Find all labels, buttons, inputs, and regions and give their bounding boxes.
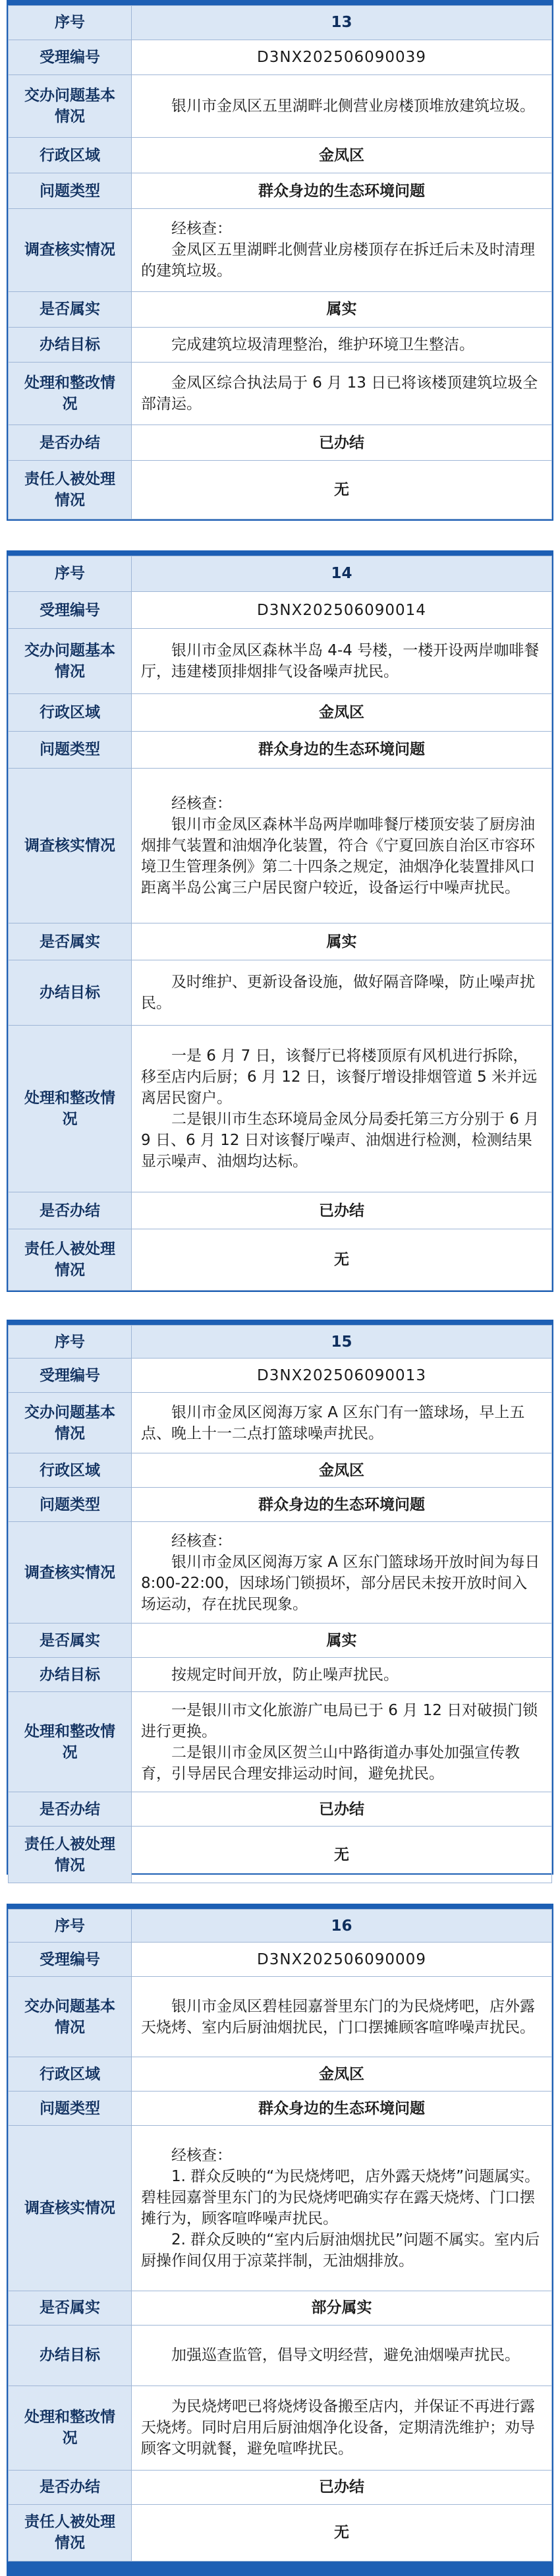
check-line: 经核查： [171,220,232,238]
done-label: 是否办结 [9,1792,132,1827]
check-line: 经核查： [171,794,232,812]
row-goal [9,1658,552,1692]
handle-value [132,2386,552,2470]
row-check [9,2126,552,2291]
type-value: 群众身边的生态环境问题 [132,1488,552,1522]
id-value: D3NX202506090014 [132,591,552,628]
check-line: 金凤区五里湖畔北侧营业房楼顶存在拆迁后未及时清理的建筑垃圾。 [141,241,535,280]
row-id [9,1359,552,1393]
check-line: 银川市金凤区阅海万家 A 区东门篮球场开放时间为每日 8:00-22:00，因球场门锁损坏，部分居民未按开放时间入场运动，存在扰民现象。 [141,1553,540,1613]
goal-label: 办结目标 [9,2325,132,2386]
goal-label: 办结目标 [9,960,132,1026]
type-label: 问题类型 [9,173,132,209]
seq-value: 13 [132,6,552,40]
row-done [9,1792,552,1827]
check-value [132,1522,552,1624]
seq-label: 序号 [9,6,132,40]
check-line: 1. 群众反映的“为民烧烤吧，店外露天烧烤”问题属实。碧桂园嘉誉里东门的为民烧烤吧确实存在露天烧烤、门口摆摊行为，顾客喧哗噪声扰民。 [141,2167,540,2227]
check-value [132,208,552,291]
record-card-16 [7,1904,553,2563]
row-area [9,1453,552,1488]
row-truth [9,291,552,327]
issue-text: 银川市金凤区森林半岛 4-4 号楼，一楼开设两岸咖啡餐厅，违建楼顶排烟排气设备噪声扰民。 [141,642,540,681]
truth-value: 属实 [132,923,552,960]
record-card-15 [7,1320,553,1875]
row-truth [9,1624,552,1658]
goal-label: 办结目标 [9,1658,132,1692]
record-table [8,1325,552,1883]
check-line: 2. 群众反映的“室内后厨油烟扰民”问题不属实。室内后厨操作间仅用于凉菜拌制，无油烟排放。 [141,2231,540,2269]
seq-value: 15 [132,1326,552,1359]
row-seq [9,556,552,592]
handle-value [132,1026,552,1192]
goal-text: 按规定时间开放，防止噪声扰民。 [171,1666,399,1683]
row-handle [9,363,552,425]
id-label: 受理编号 [9,1943,132,1977]
row-done [9,1192,552,1229]
seq-value: 14 [132,556,552,592]
handle-line: 金凤区综合执法局于 6 月 13 日已将该楼顶建筑垃圾全部清运。 [141,374,538,413]
resp-value: 无 [132,2504,552,2561]
done-value: 已办结 [132,1192,552,1229]
area-label: 行政区域 [9,2057,132,2092]
issue-label: 交办问题基本情况 [9,1393,132,1453]
truth-label: 是否属实 [9,291,132,327]
done-value: 已办结 [132,2470,552,2504]
issue-text: 银川市金凤区阅海万家 A 区东门有一篮球场，早上五点、晚上十一二点打篮球噪声扰民。 [141,1403,525,1442]
row-resp [9,1229,552,1291]
goal-text: 加强巡查监管，倡导文明经营，避免油烟噪声扰民。 [171,2347,520,2364]
row-resp [9,2504,552,2561]
row-handle [9,1026,552,1192]
check-label: 调查核实情况 [9,1522,132,1624]
id-label: 受理编号 [9,40,132,75]
handle-label: 处理和整改情况 [9,2386,132,2470]
next-card-edge [7,2563,553,2576]
goal-value [132,2325,552,2386]
row-done [9,425,552,461]
row-goal [9,2325,552,2386]
row-seq [9,1326,552,1359]
handle-line: 二是银川市生态环境局金凤分局委托第三方分别于 6 月 9 日、6 月 12 日对该餐厅噪声、油烟进行检测，检测结果显示噪声、油烟均达标。 [141,1111,540,1171]
seq-label: 序号 [9,556,132,592]
row-issue [9,75,552,138]
check-value [132,768,552,923]
check-label: 调查核实情况 [9,208,132,291]
row-area [9,694,552,731]
row-done [9,2470,552,2504]
resp-label: 责任人被处理情况 [9,1229,132,1291]
area-value: 金凤区 [132,694,552,731]
row-resp [9,1827,552,1883]
seq-label: 序号 [9,1910,132,1943]
goal-text: 及时维护、更新设备设施，做好隔音降噪，防止噪声扰民。 [141,974,535,1012]
type-value: 群众身边的生态环境问题 [132,731,552,768]
type-label: 问题类型 [9,731,132,768]
resp-label: 责任人被处理情况 [9,461,132,519]
check-label: 调查核实情况 [9,2126,132,2291]
seq-value: 16 [132,1910,552,1943]
row-seq [9,6,552,40]
done-value: 已办结 [132,425,552,461]
row-issue [9,629,552,694]
seq-label: 序号 [9,1326,132,1359]
resp-label: 责任人被处理情况 [9,2504,132,2561]
record-table [8,556,552,1291]
area-value: 金凤区 [132,1453,552,1488]
handle-line: 二是银川市金凤区贺兰山中路街道办事处加强宣传教育，引导居民合理安排运动时间，避免扰民。 [141,1743,520,1782]
issue-value [132,1393,552,1453]
goal-value [132,327,552,363]
row-area [9,2057,552,2092]
row-resp [9,461,552,519]
area-label: 行政区域 [9,694,132,731]
handle-label: 处理和整改情况 [9,1692,132,1792]
resp-value: 无 [132,1229,552,1291]
area-value: 金凤区 [132,2057,552,2092]
issue-value [132,75,552,138]
type-value: 群众身边的生态环境问题 [132,2092,552,2126]
row-area [9,138,552,173]
issue-value [132,1977,552,2057]
check-line: 银川市金凤区森林半岛两岸咖啡餐厅楼顶安装了厨房油烟排气装置和油烟净化装置，符合《宁夏回族自治区市容环境卫生管理条例》第二十四条之规定，油烟净化装置排风口距离半岛公寓三户居民窗户较近，设备运行中噪声扰民。 [141,815,535,896]
row-id [9,1943,552,1977]
truth-label: 是否属实 [9,2291,132,2325]
area-label: 行政区域 [9,138,132,173]
row-seq [9,1910,552,1943]
issue-value [132,629,552,694]
handle-line: 为民烧烤吧已将烧烤设备搬至店内，并保证不再进行露天烧烤。同时启用后厨油烟净化设备，定期清洗维护；劝导顾客文明就餐，避免喧哗扰民。 [141,2398,535,2458]
area-value: 金凤区 [132,138,552,173]
truth-label: 是否属实 [9,1624,132,1658]
row-issue [9,1393,552,1453]
record-table [8,5,552,519]
row-type [9,173,552,209]
row-type [9,2092,552,2126]
goal-text: 完成建筑垃圾清理整治，维护环境卫生整洁。 [171,336,474,353]
row-goal [9,327,552,363]
row-handle [9,2386,552,2470]
row-id [9,40,552,75]
row-truth [9,923,552,960]
goal-value [132,1658,552,1692]
row-goal [9,960,552,1026]
row-truth [9,2291,552,2325]
id-value: D3NX202506090009 [132,1943,552,1977]
done-label: 是否办结 [9,1192,132,1229]
row-check [9,768,552,923]
goal-value [132,960,552,1026]
check-label: 调查核实情况 [9,768,132,923]
issue-text: 银川市金凤区碧桂园嘉誉里东门的为民烧烤吧，店外露天烧烤、室内后厨油烟扰民，门口摆摊顾客喧哗噪声扰民。 [141,1997,535,2036]
area-label: 行政区域 [9,1453,132,1488]
resp-value: 无 [132,1827,552,1883]
done-label: 是否办结 [9,425,132,461]
issue-label: 交办问题基本情况 [9,629,132,694]
row-id [9,591,552,628]
row-type [9,731,552,768]
truth-value: 属实 [132,291,552,327]
handle-line: 一是 6 月 7 日，该餐厅已将楼顶原有风机进行拆除，移至店内后厨；6 月 12 日，该餐厅增设排烟管道 5 米并远离居民窗户。 [141,1047,538,1107]
issue-label: 交办问题基本情况 [9,1977,132,2057]
handle-line: 一是银川市文化旅游广电局已于 6 月 12 日对破损门锁进行更换。 [141,1701,538,1740]
type-label: 问题类型 [9,1488,132,1522]
record-card-13 [7,0,553,521]
row-handle [9,1692,552,1792]
handle-label: 处理和整改情况 [9,1026,132,1192]
truth-value: 部分属实 [132,2291,552,2325]
row-check [9,1522,552,1624]
check-value [132,2126,552,2291]
check-line: 经核查： [171,1532,232,1550]
record-card-14 [7,550,553,1292]
resp-label: 责任人被处理情况 [9,1827,132,1883]
goal-label: 办结目标 [9,327,132,363]
id-label: 受理编号 [9,1359,132,1393]
issue-label: 交办问题基本情况 [9,75,132,138]
id-label: 受理编号 [9,591,132,628]
issue-text: 银川市金凤区五里湖畔北侧营业房楼顶堆放建筑垃圾。 [171,98,535,115]
row-type [9,1488,552,1522]
done-label: 是否办结 [9,2470,132,2504]
truth-label: 是否属实 [9,923,132,960]
row-check [9,208,552,291]
record-table [8,1909,552,2561]
handle-label: 处理和整改情况 [9,363,132,425]
truth-value: 属实 [132,1624,552,1658]
id-value: D3NX202506090013 [132,1359,552,1393]
handle-value [132,1692,552,1792]
done-value: 已办结 [132,1792,552,1827]
row-issue [9,1977,552,2057]
handle-value [132,363,552,425]
check-line: 经核查： [171,2146,232,2164]
type-value: 群众身边的生态环境问题 [132,173,552,209]
resp-value: 无 [132,461,552,519]
type-label: 问题类型 [9,2092,132,2126]
id-value: D3NX202506090039 [132,40,552,75]
